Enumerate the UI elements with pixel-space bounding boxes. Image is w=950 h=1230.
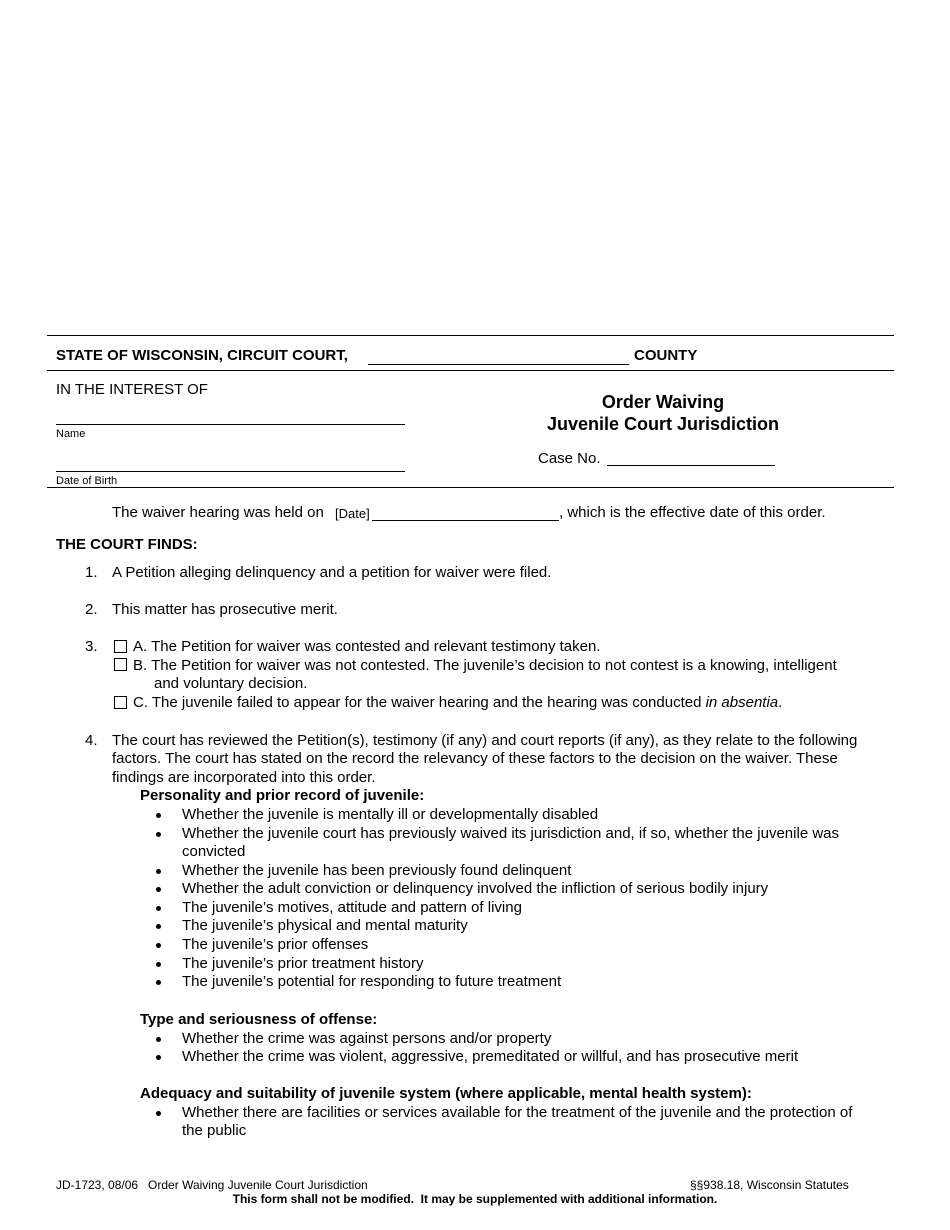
bullet-icon [156, 943, 161, 948]
header-bottom-rule [47, 487, 894, 488]
item3-c-italic: in absentia [705, 694, 779, 711]
personality-item: The juvenile’s potential for responding to future treatment [182, 973, 562, 990]
personality-item: The juvenile’s motives, attitude and pattern of living [182, 899, 522, 916]
item4-text-line2: factors. The court has stated on the record the relevancy of these factors to the decision on the waiver. These [112, 750, 838, 767]
bullet-icon [156, 813, 161, 818]
personality-item: Whether the juvenile court has previously waived its jurisdiction and, if so, whether the juvenile was [182, 825, 839, 842]
county-field[interactable] [368, 364, 629, 365]
hearing-text-after: , which is the effective date of this order. [559, 504, 826, 521]
item3-a-checkbox[interactable] [114, 640, 127, 653]
item4-number: 4. [85, 732, 98, 749]
offense-heading: Type and seriousness of offense: [140, 1011, 378, 1028]
adequacy-item-continued: the public [182, 1122, 247, 1139]
item2-number: 2. [85, 601, 98, 618]
item3-a-text: A. The Petition for waiver was contested and relevant testimony taken. [133, 638, 601, 655]
item1-number: 1. [85, 564, 98, 581]
header-mid-rule [47, 370, 894, 371]
item2-text: This matter has prosecutive merit. [112, 601, 338, 618]
personality-item: Whether the juvenile is mentally ill or developmentally disabled [182, 806, 599, 823]
item3-c-prefix: C. The juvenile failed to appear for the waiver hearing and the hearing was conducted [133, 694, 702, 711]
footer-notice: This form shall not be modified. It may be supplemented with additional information. [232, 1192, 718, 1206]
bullet-icon [156, 962, 161, 967]
personality-item: The juvenile’s prior offenses [182, 936, 369, 953]
item3-b-checkbox[interactable] [114, 658, 127, 671]
item4-text-line1: The court has reviewed the Petition(s), testimony (if any) and court reports (if any), as they relate to the following [112, 732, 858, 749]
case-no-field[interactable] [607, 465, 775, 466]
bullet-icon [156, 832, 161, 837]
hearing-date-field[interactable] [372, 520, 559, 521]
adequacy-heading: Adequacy and suitability of juvenile system (where applicable, mental health system): [140, 1085, 752, 1102]
offense-item: Whether the crime was violent, aggressive, premeditated or willful, and has prosecutive merit [182, 1048, 799, 1065]
bullet-icon [156, 869, 161, 874]
footer-form-id: JD-1723, 08/06 Order Waiving Juvenile Court Jurisdiction [56, 1178, 368, 1192]
hearing-date-label: [Date] [335, 506, 370, 521]
bullet-icon [156, 1037, 161, 1042]
item1-text: A Petition alleging delinquency and a petition for waiver were filed. [112, 564, 552, 581]
dob-label: Date of Birth [56, 475, 118, 487]
personality-item-continued: convicted [182, 843, 246, 860]
page-title-line1: Order Waiving [601, 392, 725, 412]
item3-c-text [133, 694, 782, 711]
findings-heading: THE COURT FINDS: [56, 536, 198, 553]
item3-number: 3. [85, 638, 98, 655]
offense-item: Whether the crime was against persons and/or property [182, 1030, 552, 1047]
item3-c-checkbox[interactable] [114, 696, 127, 709]
bullet-icon [156, 887, 161, 892]
personality-heading: Personality and prior record of juvenile: [140, 787, 425, 804]
interest-of-label: IN THE INTEREST OF [56, 381, 208, 398]
header-top-rule [47, 335, 894, 336]
dob-field[interactable] [56, 471, 405, 472]
hearing-text-before: The waiver hearing was held on [112, 504, 324, 521]
item3-c-suffix: . [778, 694, 783, 711]
item3-b-text-line2: and voluntary decision. [154, 675, 308, 692]
personality-item: The juvenile’s physical and mental maturity [182, 917, 468, 934]
item3-b-text-line1: B. The Petition for waiver was not contested. The juvenile’s decision to not contest is a knowing, intelligent [133, 657, 837, 674]
personality-item: Whether the juvenile has been previously found delinquent [182, 862, 572, 879]
bullet-icon [156, 980, 161, 985]
footer-statutes: §§938.18, Wisconsin Statutes [690, 1178, 849, 1192]
personality-item: Whether the adult conviction or delinquency involved the infliction of serious bodily injury [182, 880, 769, 897]
bullet-icon [156, 1055, 161, 1060]
county-label: COUNTY [634, 347, 698, 364]
court-prefix: STATE OF WISCONSIN, CIRCUIT COURT, [56, 347, 348, 364]
bullet-icon [156, 1111, 161, 1116]
name-label: Name [56, 428, 86, 440]
bullet-icon [156, 924, 161, 929]
adequacy-item: Whether there are facilities or services available for the treatment of the juvenile and the protection of [182, 1104, 853, 1121]
page-title-line2: Juvenile Court Jurisdiction [546, 414, 780, 434]
bullet-icon [156, 906, 161, 911]
case-no-label: Case No. [538, 450, 601, 467]
personality-item: The juvenile’s prior treatment history [182, 955, 424, 972]
name-field[interactable] [56, 424, 405, 425]
item4-text-line3: findings are incorporated into this order. [112, 769, 376, 786]
